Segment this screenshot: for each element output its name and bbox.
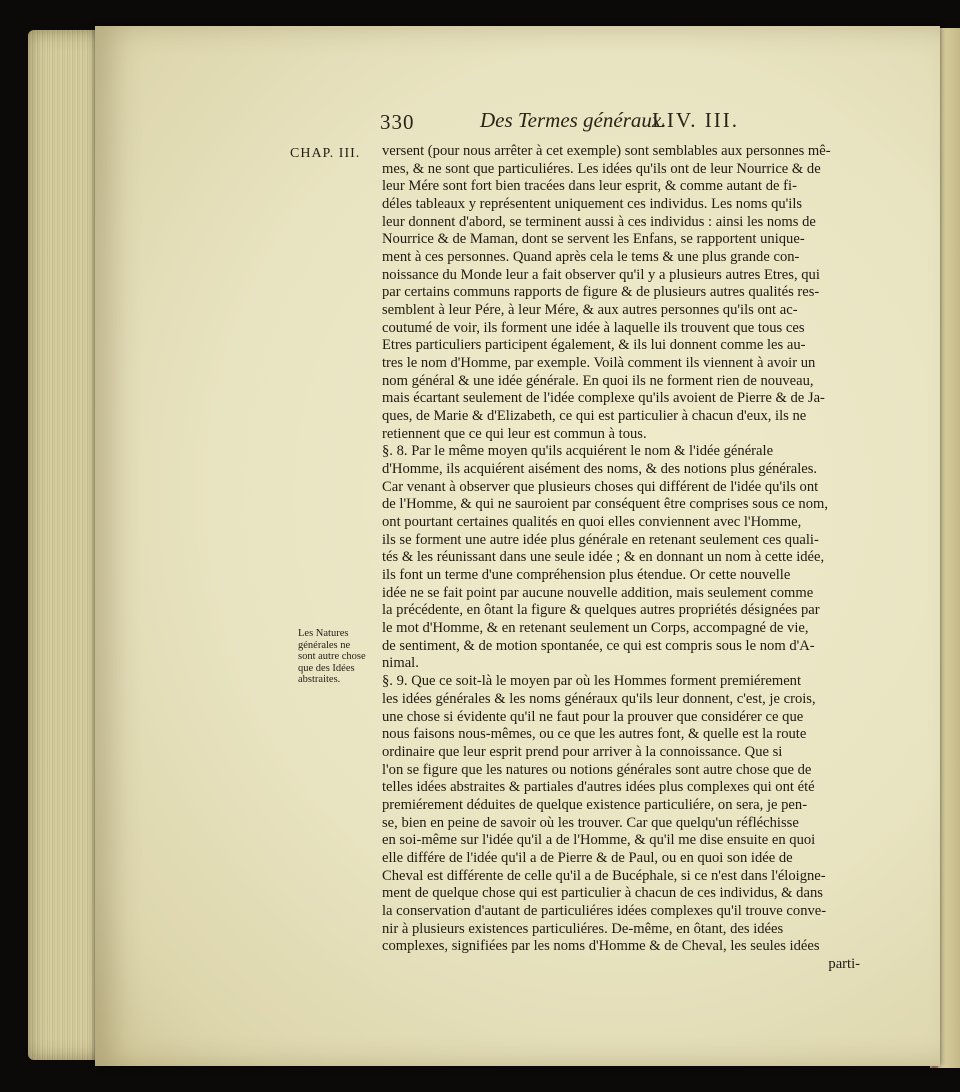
text-line: l'on se figure que les natures ou notions générales sont autre chose que de bbox=[382, 761, 812, 778]
text-line: le mot d'Homme, & en retenant seulement un Corps, accompagné de vie, bbox=[382, 620, 809, 637]
text-line: de l'Homme, & qui ne sauroient par conséquent être comprises sous ce nom, bbox=[382, 496, 829, 513]
text-line: versent (pour nous arrêter à cet exemple) sont semblables aux personnes mê- bbox=[382, 143, 831, 159]
text-line: déles tableaux y représentent uniquement ces individus. Les noms qu'ils bbox=[382, 196, 803, 213]
text-line: se, bien en peine de savoir où les trouver. Car que quelqu'un réfléchisse bbox=[382, 814, 799, 831]
margin-note-line: générales ne bbox=[298, 639, 351, 651]
running-title: Des Termes généraux. bbox=[480, 108, 667, 132]
text-line: semblent à leur Pére, à leur Mére, & aux autres personnes qu'ils ont ac- bbox=[382, 302, 798, 319]
text-line: ment de quelque chose qui est particulier à chacun de ces individus, & dans bbox=[382, 885, 823, 902]
text-line: mes, & ne sont que particuliéres. Les idées qu'ils ont de leur Nourrice & de bbox=[382, 160, 821, 177]
section-8-start: §. 8. Par le même moyen qu'ils acquiérent le nom & l'idée générale bbox=[382, 443, 774, 460]
text-line: leur donnent d'abord, se terminent aussi à ces individus : ainsi les noms de bbox=[382, 213, 816, 230]
text-line: ils se forment une autre idée plus générale en retenant seulement ces quali- bbox=[382, 531, 819, 548]
text-line: ont pourtant certaines qualités en quoi elles conviennent avec l'Homme, bbox=[382, 514, 802, 531]
text-line: idée ne se fait point par aucune nouvelle addition, mais seulement comme bbox=[382, 584, 814, 601]
text-line: nir à plusieurs existences particuliéres. De-même, en ôtant, des idées bbox=[382, 920, 784, 937]
margin-note-line: sont autre chose bbox=[298, 651, 366, 662]
text-line: noissance du Monde leur a fait observer qu'il y a plusieurs autres Etres, qui bbox=[382, 266, 820, 283]
text-line: elle différe de l'idée qu'il a de Pierre & de Paul, ou en quoi son idée de bbox=[382, 849, 793, 866]
text-line: par certains communs rapports de figure & de plusieurs autres qualités res- bbox=[382, 284, 820, 301]
book-number: LIV. III. bbox=[652, 108, 740, 132]
page-number: 330 bbox=[380, 110, 415, 134]
text-line: telles idées abstraites & partiales d'autres idées plus complexes qui ont été bbox=[382, 779, 815, 796]
section-9-start: §. 9. Que ce soit-là le moyen par où les Hommes forment premiérement bbox=[382, 673, 802, 690]
text-line: ils font un terme d'une compréhension plus étendue. Or cette nouvelle bbox=[382, 567, 791, 584]
text-line: mais écartant seulement de l'idée complexe qu'ils avoient de Pierre & de Ja- bbox=[382, 390, 825, 407]
text-line: coutumé de voir, ils forment une idée à laquelle ils trouvent que tous ces bbox=[382, 319, 805, 336]
text-line: tres le nom d'Homme, par exemple. Voilà comment ils viennent à avoir un bbox=[382, 355, 816, 372]
text-line: la précédente, en ôtant la figure & quelques autres propriétés désignées par bbox=[382, 602, 820, 619]
text-line: d'Homme, ils acquiérent aisément des noms, & des notions plus générales. bbox=[382, 461, 818, 478]
text-line: Car venant à observer que plusieurs choses qui différent de l'idée qu'ils ont bbox=[382, 478, 819, 495]
chapter-label: CHAP. III. bbox=[290, 146, 361, 161]
text-line: nous faisons nous-mêmes, ou ce que les autres font, & quelle est la route bbox=[382, 726, 807, 743]
text-line: retiennent que ce qui leur est commun à tous. bbox=[382, 425, 647, 442]
text-line: ques, de Marie & d'Elizabeth, ce qui est particulier à chacun d'eux, ils ne bbox=[382, 408, 807, 425]
text-line: nom général & une idée générale. En quoi ils ne forment rien de nouveau, bbox=[382, 372, 814, 389]
text-line: les idées générales & les noms généraux qu'ils leur donnent, c'est, je crois, bbox=[382, 690, 816, 707]
text-line: ordinaire que leur esprit prend pour arriver à la connoissance. Que si bbox=[382, 743, 783, 760]
text-line: nimal. bbox=[382, 655, 419, 672]
text-line: en soi-même sur l'idée qu'il a de l'Homme, & qu'il me dise ensuite en quoi bbox=[382, 832, 816, 849]
text-line: ment à ces personnes. Quand après cela le tems & une plus grande con- bbox=[382, 249, 800, 266]
catchword: parti- bbox=[828, 955, 860, 972]
margin-note-line: que des Idées bbox=[298, 662, 355, 674]
text-line: tés & les réunissant dans une seule idée ; & en donnant un nom à cette idée, bbox=[382, 549, 825, 566]
margin-note-line: Les Natures bbox=[298, 628, 349, 639]
text-line: une chose si évidente qu'il ne faut pour la prouver que considérer ce que bbox=[382, 708, 804, 725]
running-head bbox=[380, 102, 860, 136]
text-line: premiérement déduites de quelque existence particuliére, on sera, je pen- bbox=[382, 796, 808, 813]
body-text bbox=[382, 143, 860, 974]
margin-note bbox=[298, 628, 378, 686]
margin-note-line: abstraites. bbox=[298, 674, 341, 685]
text-line: leur Mére sont fort bien tracées dans leur esprit, & comme autant de fi- bbox=[382, 178, 797, 195]
text-line: complexes, signifiées par les noms d'Homme & de Cheval, les seules idées bbox=[382, 938, 820, 955]
text-line: la conservation d'autant de particuliéres idées complexes qu'il trouve conve- bbox=[382, 902, 827, 919]
text-line: Etres particuliers participent également, & ils lui donnent comme les au- bbox=[382, 337, 806, 354]
text-line: Nourrice & de Maman, dont se servent les Enfans, se rapportent unique- bbox=[382, 231, 805, 248]
text-line: Cheval est différente de celle qu'il a de Bucéphale, si ce n'est dans l'éloigne- bbox=[382, 867, 826, 884]
text-line: de sentiment, & de motion spontanée, ce qui est compris sous le nom d'A- bbox=[382, 637, 815, 654]
